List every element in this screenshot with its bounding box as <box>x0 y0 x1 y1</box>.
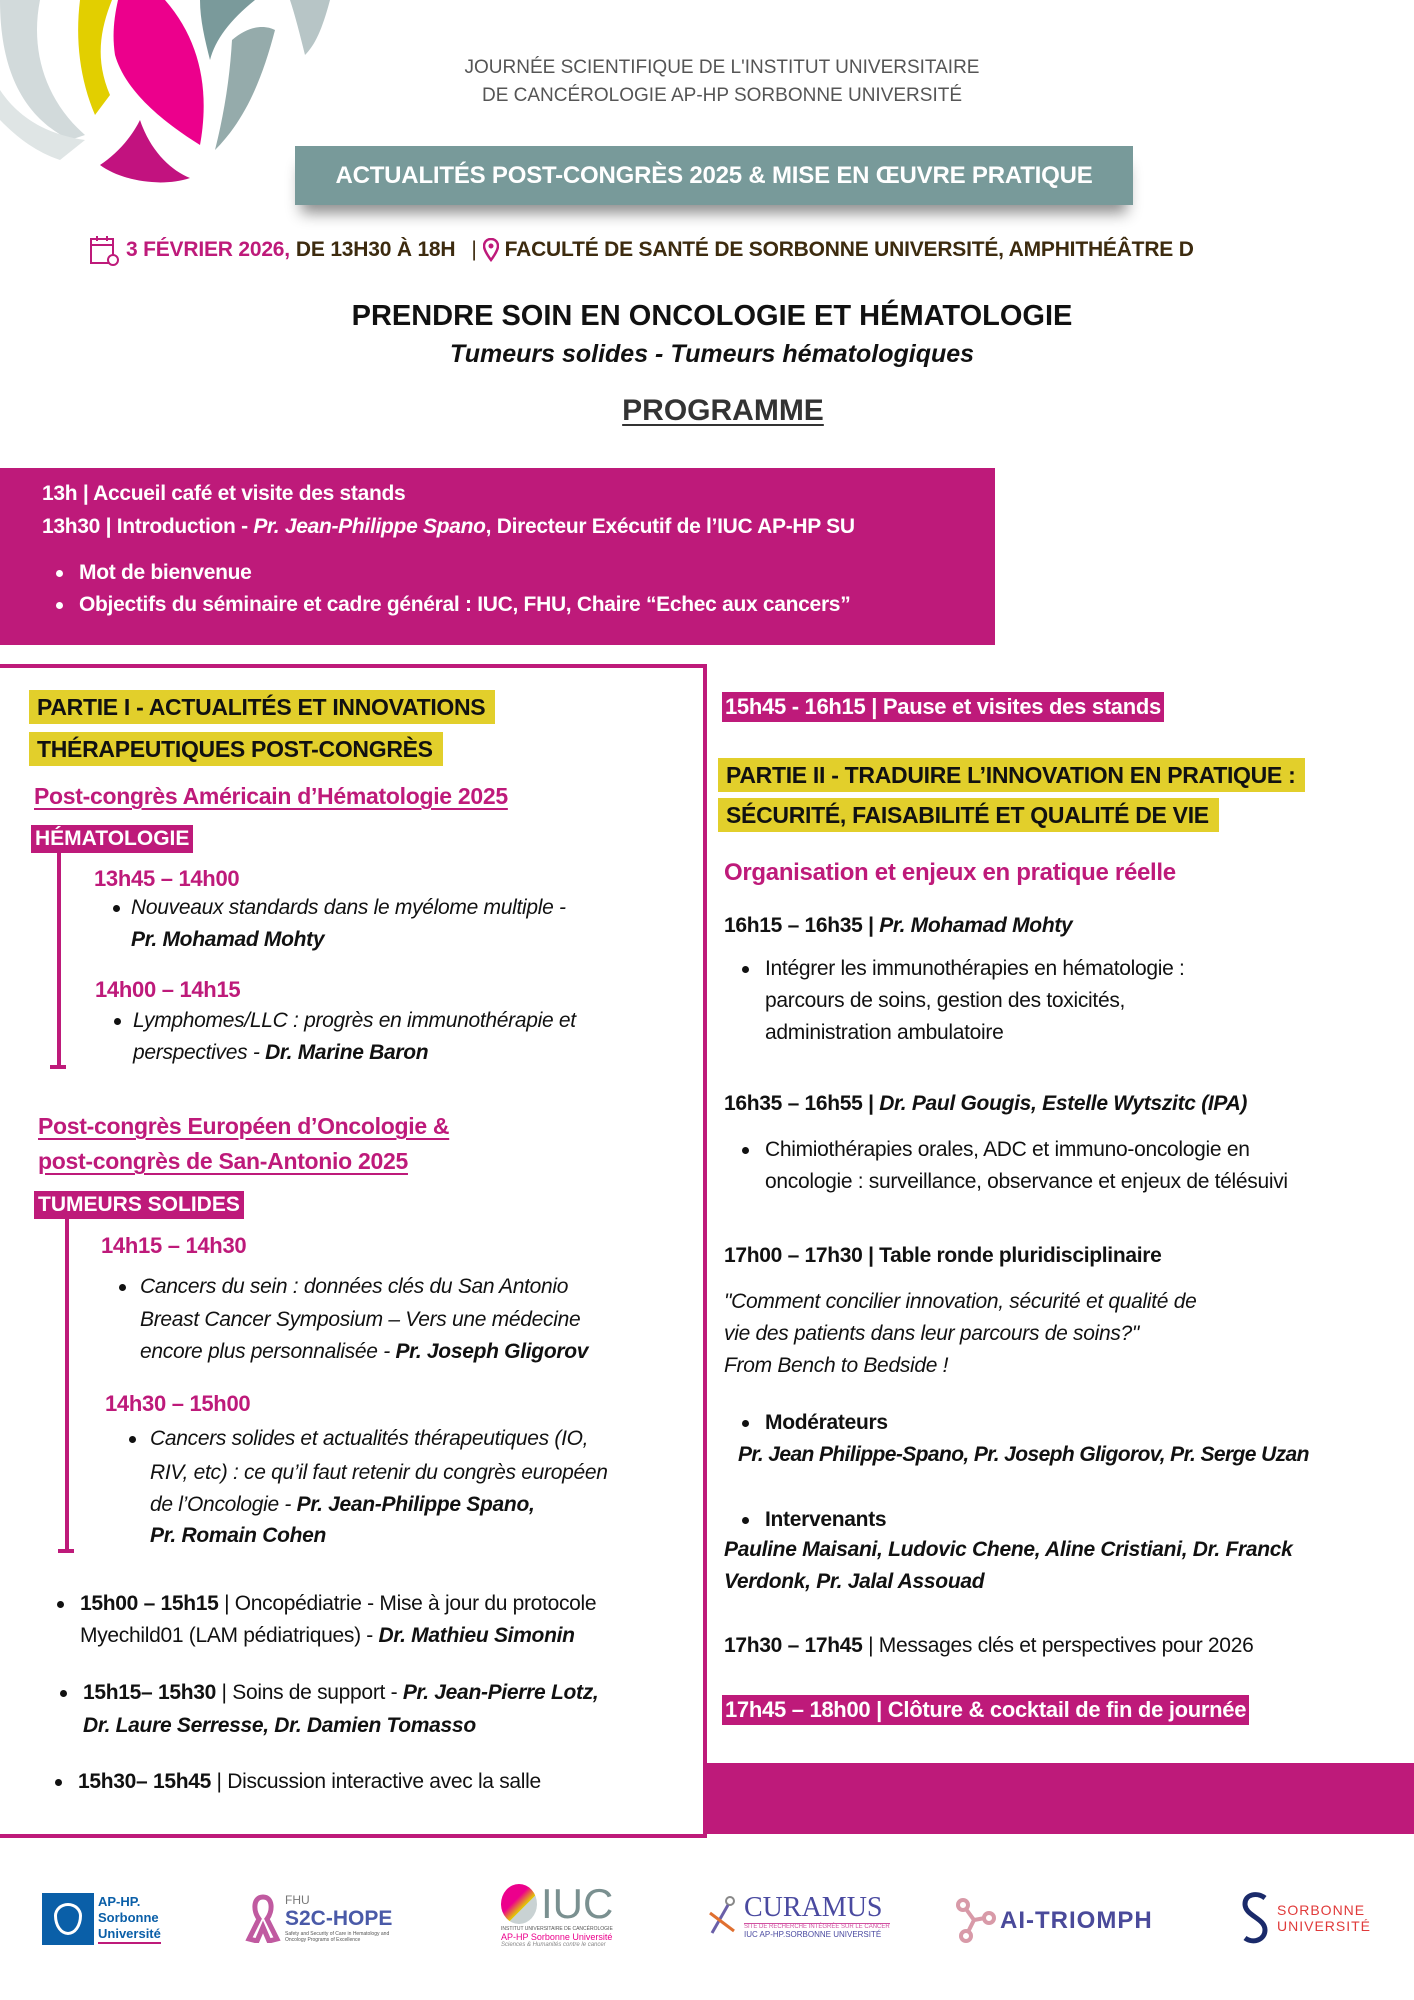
oncology-heading: Post-congrès Européen d’Oncologie & <box>38 1113 450 1139</box>
session-header: 17h00 – 17h30 | Table ronde pluridisciplinaire <box>724 1244 1162 1267</box>
programme-heading <box>0 394 1414 428</box>
oncology-heading: post-congrès de San-Antonio 2025 <box>38 1148 408 1174</box>
session-title: RIV, etc) : ce qu’il faut retenir du congrès européen <box>150 1461 608 1484</box>
session-header: 16h15 – 16h35 | Pr. Mohamad Mohty <box>724 914 1073 937</box>
bullet-dot <box>114 1018 121 1025</box>
institute-line-1: JOURNÉE SCIENTIFIQUE DE L'INSTITUT UNIVERSITAIRE <box>464 57 980 78</box>
banner-text: ACTUALITÉS POST-CONGRÈS 2025 & MISE EN ŒUVRE PRATIQUE <box>335 161 1093 189</box>
session-time: 14h00 – 14h15 <box>95 977 241 1002</box>
programme-label: PROGRAMME <box>622 394 824 427</box>
moderators-names: Pr. Jean Philippe-Spano, Pr. Joseph Gligorov, Pr. Serge Uzan <box>738 1443 1309 1466</box>
bullet-dot <box>56 570 63 577</box>
bullet-dot <box>57 1601 64 1608</box>
bullet-dot <box>742 1147 749 1154</box>
session-speaker: Dr. Marine Baron <box>265 1041 429 1064</box>
session-item: 15h00 – 15h15 | Oncopédiatrie - Mise à jour du protocole <box>80 1592 597 1615</box>
part1-title-line2: THÉRAPEUTIQUES POST-CONGRÈS <box>29 732 443 766</box>
intro-speaker: Pr. Jean-Philippe Spano <box>253 515 486 538</box>
separator: | <box>471 238 477 261</box>
session-title: Cancers solides et actualités thérapeutiques (IO, <box>150 1427 589 1450</box>
event-time: DE 13H30 À 18H <box>295 238 456 261</box>
solid-tumours-tag: TUMEURS SOLIDES <box>34 1191 244 1219</box>
logo-s2c-hope: FHU S2C-HOPE Safety and Security of Care in Hematology and Oncology Programs of Excellence <box>245 1893 405 1943</box>
logo-sorbonne-universite: SORBONNE UNIVERSITÉ <box>1239 1890 1371 1946</box>
logo-ai-triomph: AI-TRIOMPH <box>956 1898 1153 1944</box>
intro-bullet: Mot de bienvenue <box>79 561 252 584</box>
intro-role: , Directeur Exécutif de l’IUC AP-HP SU <box>485 515 855 538</box>
session-speaker: Pr. Romain Cohen <box>150 1524 327 1547</box>
bullet-dot <box>55 1779 62 1786</box>
bullet-dot <box>56 602 63 609</box>
session-item: Myechild01 (LAM pédiatriques) - Dr. Mathieu Simonin <box>80 1624 575 1647</box>
intro-line-introduction <box>42 515 855 539</box>
intro-time: 13h30 | Introduction - <box>42 515 254 538</box>
hematology-tag: HÉMATOLOGIE <box>31 825 193 853</box>
session-speaker: Pr. Mohamad Mohty <box>879 914 1073 937</box>
intro-box <box>0 468 995 645</box>
session-title: Cancers du sein : données clés du San Antonio <box>140 1275 569 1298</box>
session-speaker: Pr. Joseph Gligorov <box>395 1340 589 1363</box>
footer-accent-bar <box>705 1763 1414 1834</box>
session-title: Lymphomes/LLC : progrès en immunothérapie et <box>133 1009 576 1032</box>
bullet-dot <box>742 1517 749 1524</box>
location-pin-icon <box>483 238 499 262</box>
bullet-dot <box>119 1284 126 1291</box>
session-title: Intégrer les immunothérapies en hématologie : <box>765 957 1185 980</box>
intro-bullet: Objectifs du séminaire et cadre général : IUC, FHU, Chaire “Echec aux cancers” <box>79 593 851 616</box>
event-banner <box>295 146 1133 205</box>
session-speaker: Dr. Paul Gougis, Estelle Wytszitc (IPA) <box>879 1092 1248 1115</box>
part1-title-line1: PARTIE I - ACTUALITÉS ET INNOVATIONS <box>29 690 495 724</box>
session-time: 14h30 – 15h00 <box>105 1391 251 1416</box>
page-subtitle: Tumeurs solides - Tumeurs hématologiques <box>449 340 975 368</box>
organisation-heading: Organisation et enjeux en pratique réelle <box>724 859 1176 886</box>
timeline-end <box>58 1549 74 1553</box>
session-title: Chimiothérapies orales, ADC et immuno-oncologie en <box>765 1138 1250 1161</box>
session-title: administration ambulatoire <box>765 1021 1004 1044</box>
round-table-quote: From Bench to Bedside ! <box>724 1354 949 1377</box>
session-title: parcours de soins, gestion des toxicités, <box>765 989 1126 1012</box>
speakers-names: Verdonk, Pr. Jalal Assouad <box>724 1570 985 1593</box>
logo-iuc: IUC INSTITUT UNIVERSITAIRE DE CANCÉROLOGIE AP-HP Sorbonne Université Sciences & Humanités contre le cancer <box>501 1880 614 1948</box>
institute-line-2: DE CANCÉROLOGIE AP-HP SORBONNE UNIVERSITÉ <box>481 85 963 106</box>
date-venue-line <box>88 234 1194 266</box>
moderators-label: Modérateurs <box>765 1411 888 1434</box>
bullet-dot <box>60 1690 67 1697</box>
speakers-names: Pauline Maisani, Ludovic Chene, Aline Cristiani, Dr. Franck <box>724 1538 1293 1561</box>
part2-title <box>718 757 1305 837</box>
logo-curamus: CURAMUS SITE DE RECHERCHE INTÉGRÉE SUR LE CANCER IUC AP-HP.SORBONNE UNIVERSITÉ <box>704 1893 890 1939</box>
bullet-dot <box>742 1420 749 1427</box>
speakers-label: Intervenants <box>765 1508 887 1531</box>
session-time: 14h15 – 14h30 <box>101 1233 247 1258</box>
timeline-line <box>65 1219 69 1551</box>
bullet-dot <box>129 1436 136 1443</box>
session-speaker: Pr. Mohamad Mohty <box>131 928 325 951</box>
session-item: 15h15– 15h30 | Soins de support - Pr. Jean-Pierre Lotz, <box>83 1681 599 1704</box>
bullet-dot <box>742 966 749 973</box>
session-title: encore plus personnalisée - Pr. Joseph Gligorov <box>140 1340 589 1363</box>
session-speaker: Dr. Laure Serresse, Dr. Damien Tomasso <box>83 1714 476 1737</box>
event-venue: FACULTÉ DE SANTÉ DE SORBONNE UNIVERSITÉ, AMPHITHÉÂTRE D <box>504 238 1194 261</box>
bullet-dot <box>113 905 120 912</box>
hematology-heading: Post-congrès Américain d’Hématologie 2025 <box>34 783 508 809</box>
calendar-icon <box>88 234 120 266</box>
session-title: perspectives - Dr. Marine Baron <box>133 1041 429 1064</box>
round-table-quote: vie des patients dans leur parcours de soins?" <box>724 1322 1140 1345</box>
session-title: Breast Cancer Symposium – Vers une médecine <box>140 1308 581 1331</box>
intro-line-welcome: 13h | Accueil café et visite des stands <box>42 482 406 505</box>
session-title: Nouveaux standards dans le myélome multiple - <box>131 896 566 919</box>
session-time: 13h45 – 14h00 <box>94 866 240 891</box>
session-header: 16h35 – 16h55 | Dr. Paul Gougis, Estelle Wytszitc (IPA) <box>724 1092 1248 1115</box>
closing-banner: 17h45 – 18h00 | Clôture & cocktail de fin de journée <box>722 1695 1249 1725</box>
session-title: de l’Oncologie - Pr. Jean-Philippe Spano, <box>150 1493 535 1516</box>
part1-title <box>29 688 495 772</box>
session-speaker: Dr. Mathieu Simonin <box>378 1624 575 1647</box>
logo-aphp: AP-HP. Sorbonne Université <box>42 1893 161 1945</box>
page-title: PRENDRE SOIN EN ONCOLOGIE ET HÉMATOLOGIE <box>351 300 1073 332</box>
session-speaker: Pr. Jean-Philippe Spano, <box>296 1493 535 1516</box>
timeline-end <box>50 1065 66 1069</box>
pause-banner: 15h45 - 16h15 | Pause et visites des stands <box>722 692 1164 722</box>
session-title: oncologie : surveillance, observance et enjeux de télésuivi <box>765 1170 1288 1193</box>
part2-title-line1: PARTIE II - TRADUIRE L’INNOVATION EN PRATIQUE : <box>718 758 1305 792</box>
part2-title-line2: SÉCURITÉ, FAISABILITÉ ET QUALITÉ DE VIE <box>718 798 1219 832</box>
round-table-quote: "Comment concilier innovation, sécurité et qualité de <box>724 1290 1197 1313</box>
session-item: 15h30– 15h45 | Discussion interactive avec la salle <box>78 1770 541 1793</box>
session-item: 17h30 – 17h45 | Messages clés et perspectives pour 2026 <box>724 1634 1254 1657</box>
timeline-line <box>57 853 61 1067</box>
event-date: 3 FÉVRIER 2026, <box>126 238 290 261</box>
